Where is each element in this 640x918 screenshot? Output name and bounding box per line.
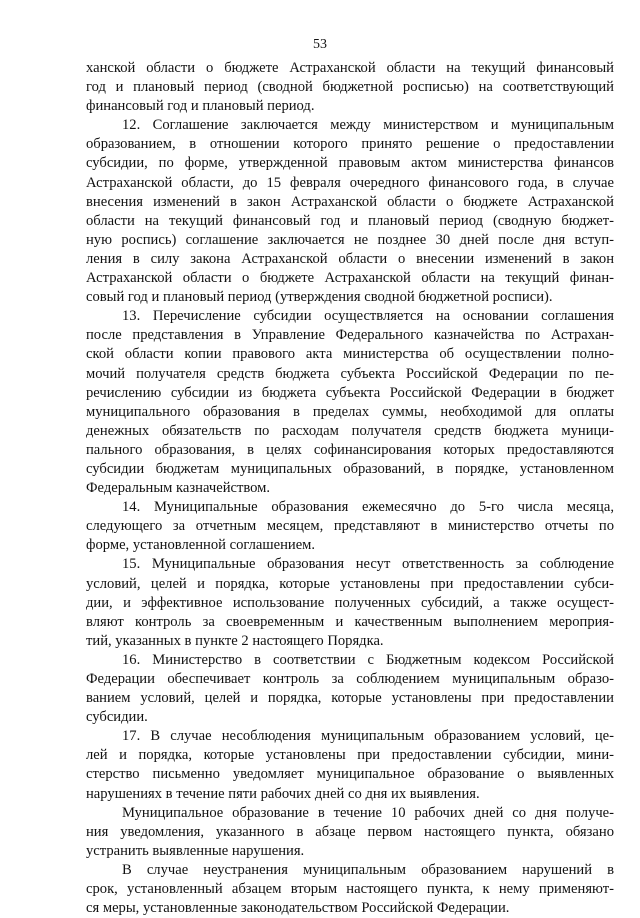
text-line: субсидии, по форме, утвержденной правовым актом министерства финансов xyxy=(86,155,614,172)
paragraph xyxy=(86,861,614,918)
text-line: 13. Перечисление субсидии осуществляется на основании соглашения xyxy=(122,308,614,325)
text-line: срок, установленный абзацем вторым настоящего пункта, к нему применяют- xyxy=(86,881,614,898)
text-line: следующего за отчетным месяцем, представляют в министерство отчеты по xyxy=(86,518,614,535)
text-line: финансовый год и плановый период. xyxy=(86,98,315,115)
text-line: образованием, в отношении которого принято решение о предоставлении xyxy=(86,136,614,153)
text-line: ния уведомления, указанного в абзаце первом настоящего пункта, обязано xyxy=(86,823,614,840)
text-line: внесения изменений в закон Астраханской области о бюджете Астраханской xyxy=(86,193,614,210)
paragraph xyxy=(86,555,614,650)
text-line: стерство письменно уведомляет муниципальное образование о выявленных xyxy=(86,766,614,783)
text-line: нарушениях в течение пяти рабочих дней со дня их выявления. xyxy=(86,785,480,802)
text-line: субсидии бюджетам муниципальных образований, в порядке, установленном xyxy=(86,460,614,477)
text-line: 14. Муниципальные образования ежемесячно до 5-го числа месяца, xyxy=(122,499,614,516)
text-line: ванием условий, целей и порядка, которые установлены при предоставлении xyxy=(86,690,614,707)
paragraph xyxy=(86,307,614,498)
text-line: Федерации обеспечивает контроль за соблюдением муниципальным образо- xyxy=(86,671,614,687)
paragraph xyxy=(86,59,614,116)
text-line: 17. В случае несоблюдения муниципальным образованием условий, це- xyxy=(122,728,614,745)
text-line: ления в силу закона Астраханской области о внесении изменений в закон xyxy=(86,250,614,267)
text-line: В случае неустранения муниципальным образованием нарушений в xyxy=(122,861,614,878)
text-line: мочий получателя средств бюджета субъекта Российской Федерации по пе- xyxy=(86,365,614,382)
text-line: денежных обязательств по расходам получателя средств бюджета муници- xyxy=(86,422,614,439)
text-line: 15. Муниципальные образования несут ответственность за соблюдение xyxy=(122,556,614,573)
text-line: муниципального образования в пределах суммы, необходимой для оплаты xyxy=(86,403,614,420)
text-line: дии, и эффективное использование полученных субсидий, а также осущест- xyxy=(86,594,614,611)
text-line: вляют контроль за своевременным и качественным выполнением мероприя- xyxy=(86,613,614,630)
text-line: Астраханской области, до 15 февраля очередного финансового года, в случае xyxy=(86,174,614,191)
text-line: совый год и плановый период (утверждения сводной бюджетной росписи). xyxy=(86,289,553,306)
text-line: Федеральным казначейством. xyxy=(86,480,271,497)
text-line: Муниципальное образование в течение 10 рабочих дней со дня получе- xyxy=(122,804,614,821)
text-line: ханской области о бюджете Астраханской области на текущий финансовый xyxy=(86,60,614,76)
text-line: 12. Соглашение заключается между министерством и муниципальным xyxy=(122,117,614,134)
document-body xyxy=(86,59,614,918)
text-line: тий, указанных в пункте 2 настоящего Порядка. xyxy=(86,632,384,649)
text-line: после представления в Управление Федерального казначейства по Астрахан- xyxy=(86,327,614,344)
paragraph xyxy=(86,804,614,861)
text-line: ской области копии правового акта министерства об осуществлении полно- xyxy=(86,346,614,363)
text-line: ся меры, установленные законодательством Российской Федерации. xyxy=(86,900,510,917)
paragraph xyxy=(86,498,614,555)
text-line: устранить выявленные нарушения. xyxy=(86,842,305,859)
text-line: пального образования, в целях софинансирования которых предоставляются xyxy=(86,441,614,458)
paragraph xyxy=(86,116,614,307)
paragraph xyxy=(86,727,614,803)
page-number: 53 xyxy=(313,37,327,52)
text-line: условий, целей и порядка, которые установлены при предоставлении субси- xyxy=(86,575,614,592)
text-line: 16. Министерство в соответствии с Бюджетным кодексом Российской xyxy=(122,651,614,668)
text-line: ную роспись) соглашение заключается не позднее 30 дней после дня вступ- xyxy=(86,231,614,248)
text-line: лей и порядка, которые установлены при предоставлении субсидии, мини- xyxy=(86,747,614,764)
text-line: речислению субсидии из бюджета субъекта Российской Федерации в бюджет xyxy=(86,384,614,401)
text-line: год и плановый период (сводной бюджетной росписью) на соответствующий xyxy=(86,79,614,96)
text-line: субсидии. xyxy=(86,709,148,726)
text-line: форме, установленной соглашением. xyxy=(86,537,316,554)
text-line: Астраханской области о бюджете Астраханской области на текущий финан- xyxy=(86,270,614,287)
text-line: области на текущий финансовый год и плановый период (сводную бюджет- xyxy=(86,212,614,229)
paragraph xyxy=(86,651,614,727)
